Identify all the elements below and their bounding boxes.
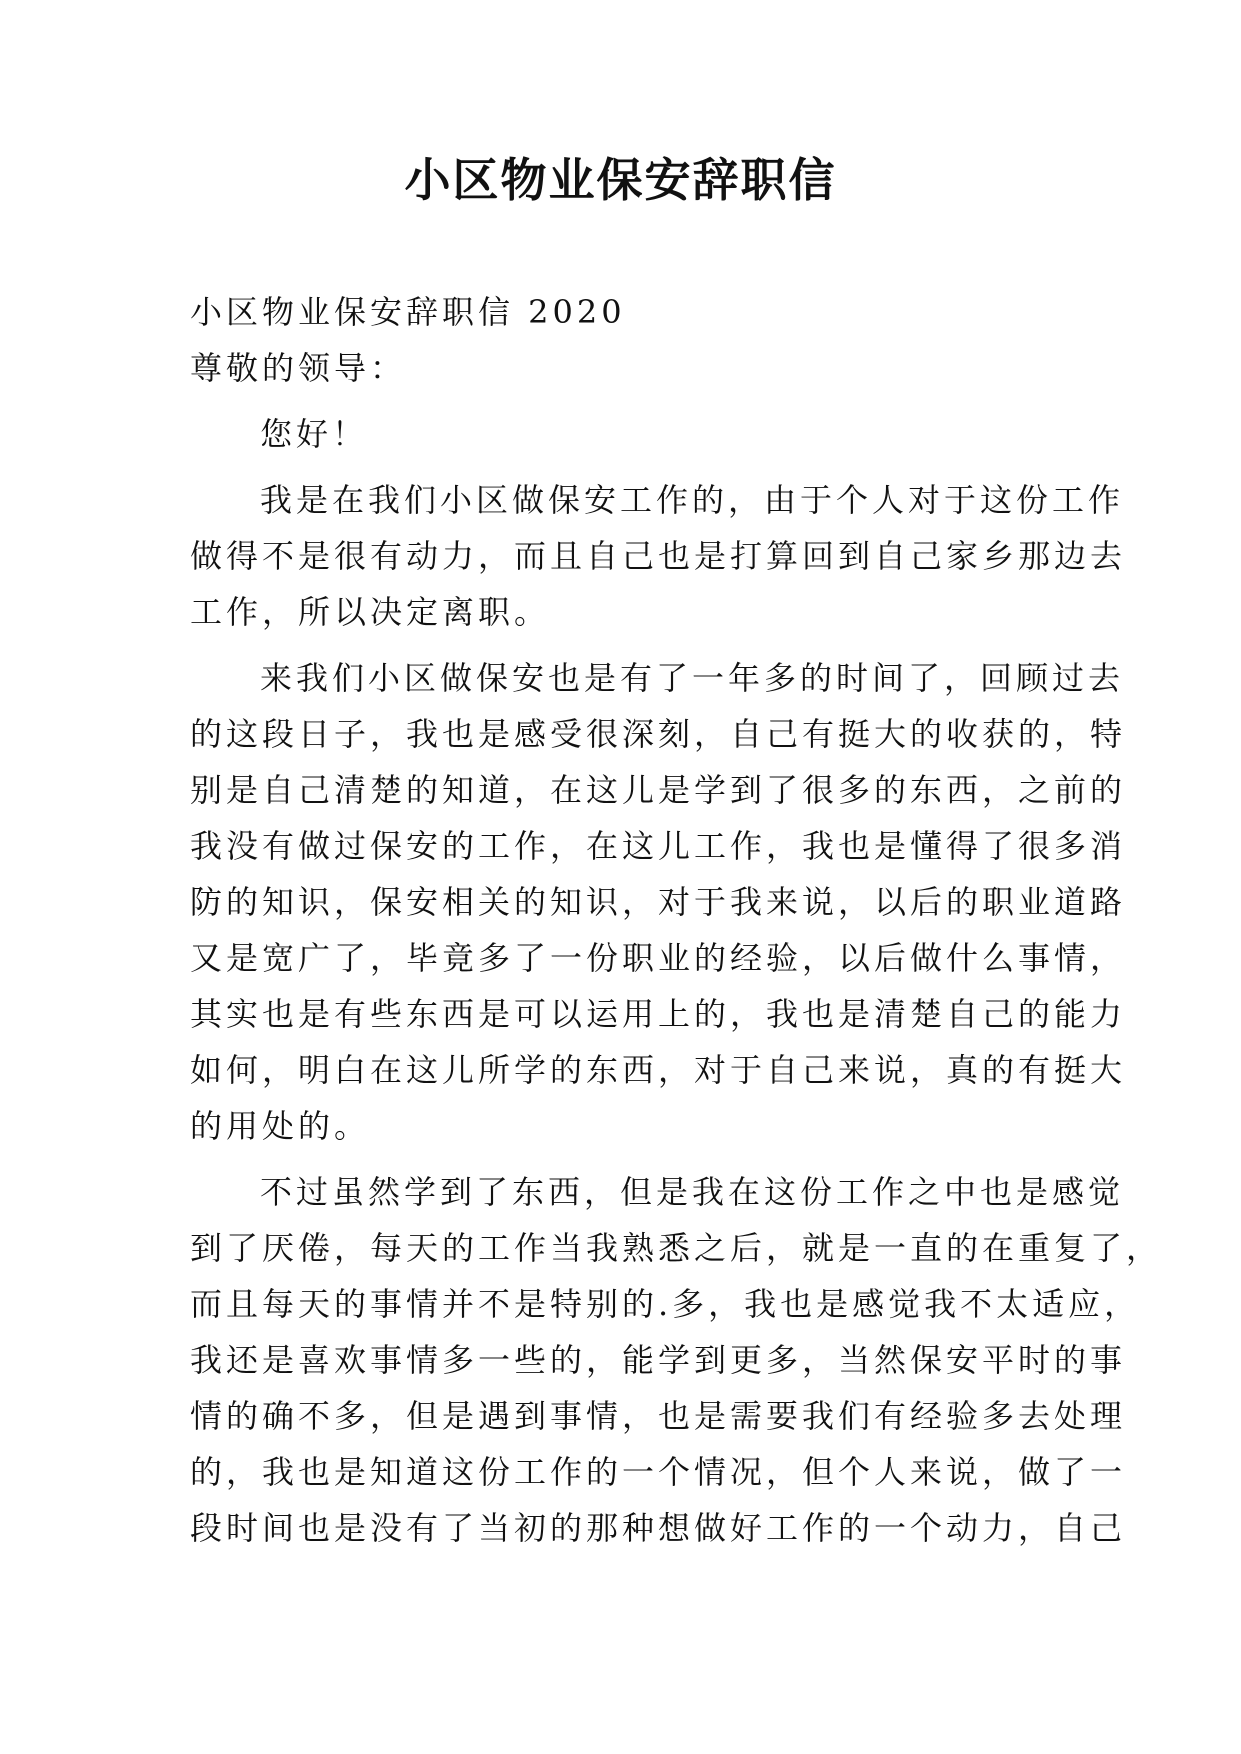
paragraph-line: 做得不是很有动力，而且自己也是打算回到自己家乡那边去 bbox=[190, 537, 1127, 575]
paragraph-line: 我没有做过保安的工作，在这儿工作，我也是懂得了很多消 bbox=[190, 827, 1127, 865]
document-body bbox=[190, 284, 1163, 1556]
paragraph-line: 其实也是有些东西是可以运用上的，我也是清楚自己的能力 bbox=[190, 995, 1127, 1033]
document-subtitle: 小区物业保安辞职信 2020 bbox=[190, 293, 626, 331]
paragraph-line: 如何，明白在这儿所学的东西，对于自己来说，真的有挺大 bbox=[190, 1051, 1127, 1089]
paragraph-line: 别是自己清楚的知道，在这儿是学到了很多的东西，之前的 bbox=[190, 771, 1127, 809]
document-title: 小区物业保安辞职信 bbox=[404, 153, 837, 207]
paragraph-line: 我还是喜欢事情多一些的，能学到更多，当然保安平时的事 bbox=[190, 1341, 1127, 1379]
greeting: 您好！ bbox=[260, 415, 369, 453]
paragraph-2 bbox=[190, 650, 1127, 1154]
paragraph-line: 的用处的。 bbox=[190, 1107, 371, 1145]
paragraph-line: 防的知识，保安相关的知识，对于我来说，以后的职业道路 bbox=[190, 883, 1127, 921]
paragraph-line: 到了厌倦，每天的工作当我熟悉之后，就是一直的在重复了， bbox=[190, 1229, 1163, 1267]
paragraph-line: 来我们小区做保安也是有了一年多的时间了，回顾过去 bbox=[260, 659, 1125, 697]
salutation: 尊敬的领导： bbox=[190, 349, 407, 387]
paragraph-line: 我是在我们小区做保安工作的，由于个人对于这份工作 bbox=[260, 481, 1125, 519]
paragraph-line: 而且每天的事情并不是特别的.多，我也是感觉我不太适应， bbox=[190, 1285, 1141, 1323]
paragraph-line: 的，我也是知道这份工作的一个情况，但个人来说，做了一 bbox=[190, 1453, 1127, 1491]
paragraph-line: 段时间也是没有了当初的那种想做好工作的一个动力，自己 bbox=[190, 1509, 1127, 1547]
paragraph-line: 又是宽广了，毕竟多了一份职业的经验，以后做什么事情， bbox=[190, 939, 1127, 977]
paragraph-1 bbox=[190, 472, 1127, 640]
paragraph-3 bbox=[190, 1164, 1163, 1556]
paragraph-line: 情的确不多，但是遇到事情，也是需要我们有经验多去处理 bbox=[190, 1397, 1127, 1435]
paragraph-line: 不过虽然学到了东西，但是我在这份工作之中也是感觉 bbox=[260, 1173, 1125, 1211]
paragraph-line: 工作，所以决定离职。 bbox=[190, 593, 551, 631]
paragraph-line: 的这段日子，我也是感受很深刻，自己有挺大的收获的，特 bbox=[190, 715, 1127, 753]
